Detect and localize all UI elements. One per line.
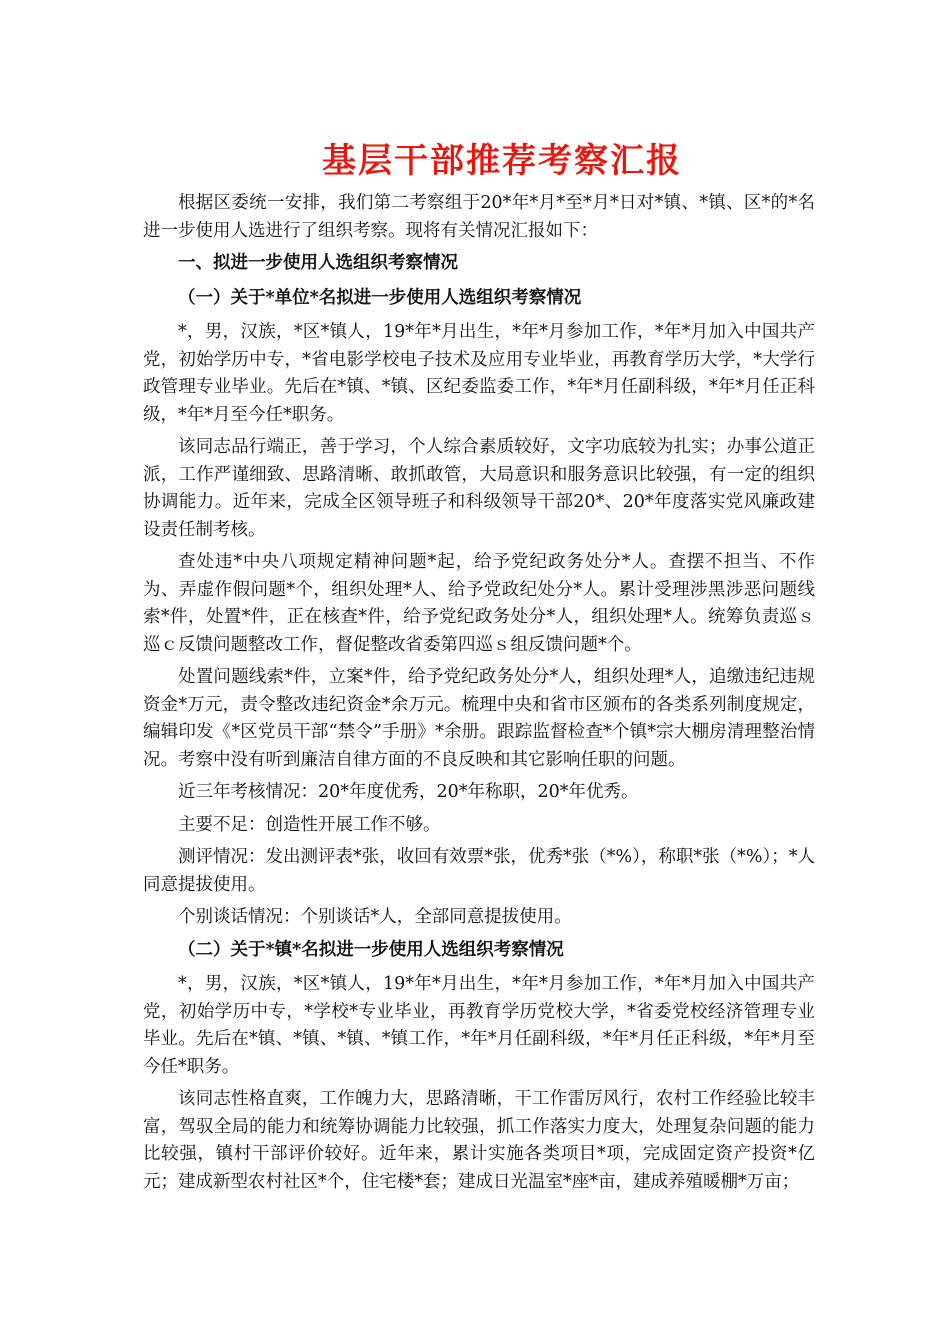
- body-paragraph: 测评情况：发出测评表*张，收回有效票*张，优秀*张（*%），称职*张（*%）；*人同意提拔使用。: [143, 847, 816, 895]
- body-paragraph: 该同志性格直爽，工作魄力大，思路清晰，干工作雷厉风行，农村工作经验比较丰富，驾驭全局的能力和统筹协调能力比较强，抓工作落实力度大，处理复杂问题的能力比较强，镇村干部评价较好。近年来，累计实施各类项目*项，完成固定资产投资*亿元；建成新型农村社区*个，住宅楼*套；建成日光温室*座*亩，建成养殖暖棚*万亩；: [143, 1089, 815, 1192]
- subsection-heading: （二）关于*镇*名拟进一步使用人选组织考察情况: [178, 939, 564, 960]
- document-title: 基层干部推荐考察汇报: [322, 141, 682, 181]
- body-paragraph: 查处违*中央八项规定精神问题*起，给予党纪政务处分*人。查摆不担当、不作为、弄虚作假问题*个，组织处理*人、给予党政纪处分*人。累计受理涉黑涉恶问题线索*件，处置*件，正在核查*件，给予党纪政务处分*人，组织处理*人。统筹负责巡ｓ巡ｃ反馈问题整改工作，督促整改省委第四巡ｓ组反馈问题*个。: [143, 552, 815, 655]
- body-paragraph: 个别谈话情况：个别谈话*人，全部同意提拔使用。: [178, 907, 572, 927]
- body-paragraph: *，男，汉族，*区*镇人，19*年*月出生，*年*月参加工作，*年*月加入中国共产党，初始学历中专，*学校*专业毕业，再教育学历党校大学，*省委党校经济管理专业毕业。先后在*镇、*镇、*镇、*镇工作，*年*月任副科级，*年*月任正科级，*年*月至今任*职务。: [143, 974, 815, 1077]
- document-body: [143, 190, 815, 1201]
- body-paragraph: 该同志品行端正，善于学习，个人综合素质较好，文字功底较为扎实；办事公道正派，工作严谨细致、思路清晰、敢抓敢管，大局意识和服务意识比较强，有一定的组织协调能力。近年来，完成全区领导班子和科级领导干部20*、20*年度落实党风廉政建设责任制考核。: [143, 437, 815, 540]
- section-heading: 一、拟进一步使用人选组织考察情况: [178, 253, 458, 273]
- body-paragraph: 近三年考核情况：20*年度优秀，20*年称职，20*年优秀。: [178, 782, 639, 802]
- body-paragraph: 处置问题线索*件，立案*件，给予党纪政务处分*人，组织处理*人，追缴违纪违规资金*万元，责令整改违纪资金*余万元。梳理中央和省市区颁布的各类系列制度规定，编辑印发《*区党员干部“禁令”手册》*余册。跟踪监督检查*个镇*宗大棚房清理整治情况。考察中没有听到廉洁自律方面的不良反映和其它影响任职的问题。: [143, 667, 815, 770]
- body-paragraph: *，男，汉族，*区*镇人，19*年*月出生，*年*月参加工作，*年*月加入中国共产党，初始学历中专，*省电影学校电子技术及应用专业毕业，再教育学历大学，*大学行政管理专业毕业。先后在*镇、*镇、区纪委监委工作，*年*月任副科级，*年*月任正科级，*年*月至今任*职务。: [143, 322, 815, 425]
- body-paragraph: 主要不足：创造性开展工作不够。: [178, 814, 441, 835]
- subsection-heading: （一）关于*单位*名拟进一步使用人选组织考察情况: [178, 287, 582, 308]
- body-paragraph: 根据区委统一安排，我们第二考察组于20*年*月*至*月*日对*镇、*镇、区*的*名进一步使用人选进行了组织考察。现将有关情况汇报如下：: [143, 193, 815, 241]
